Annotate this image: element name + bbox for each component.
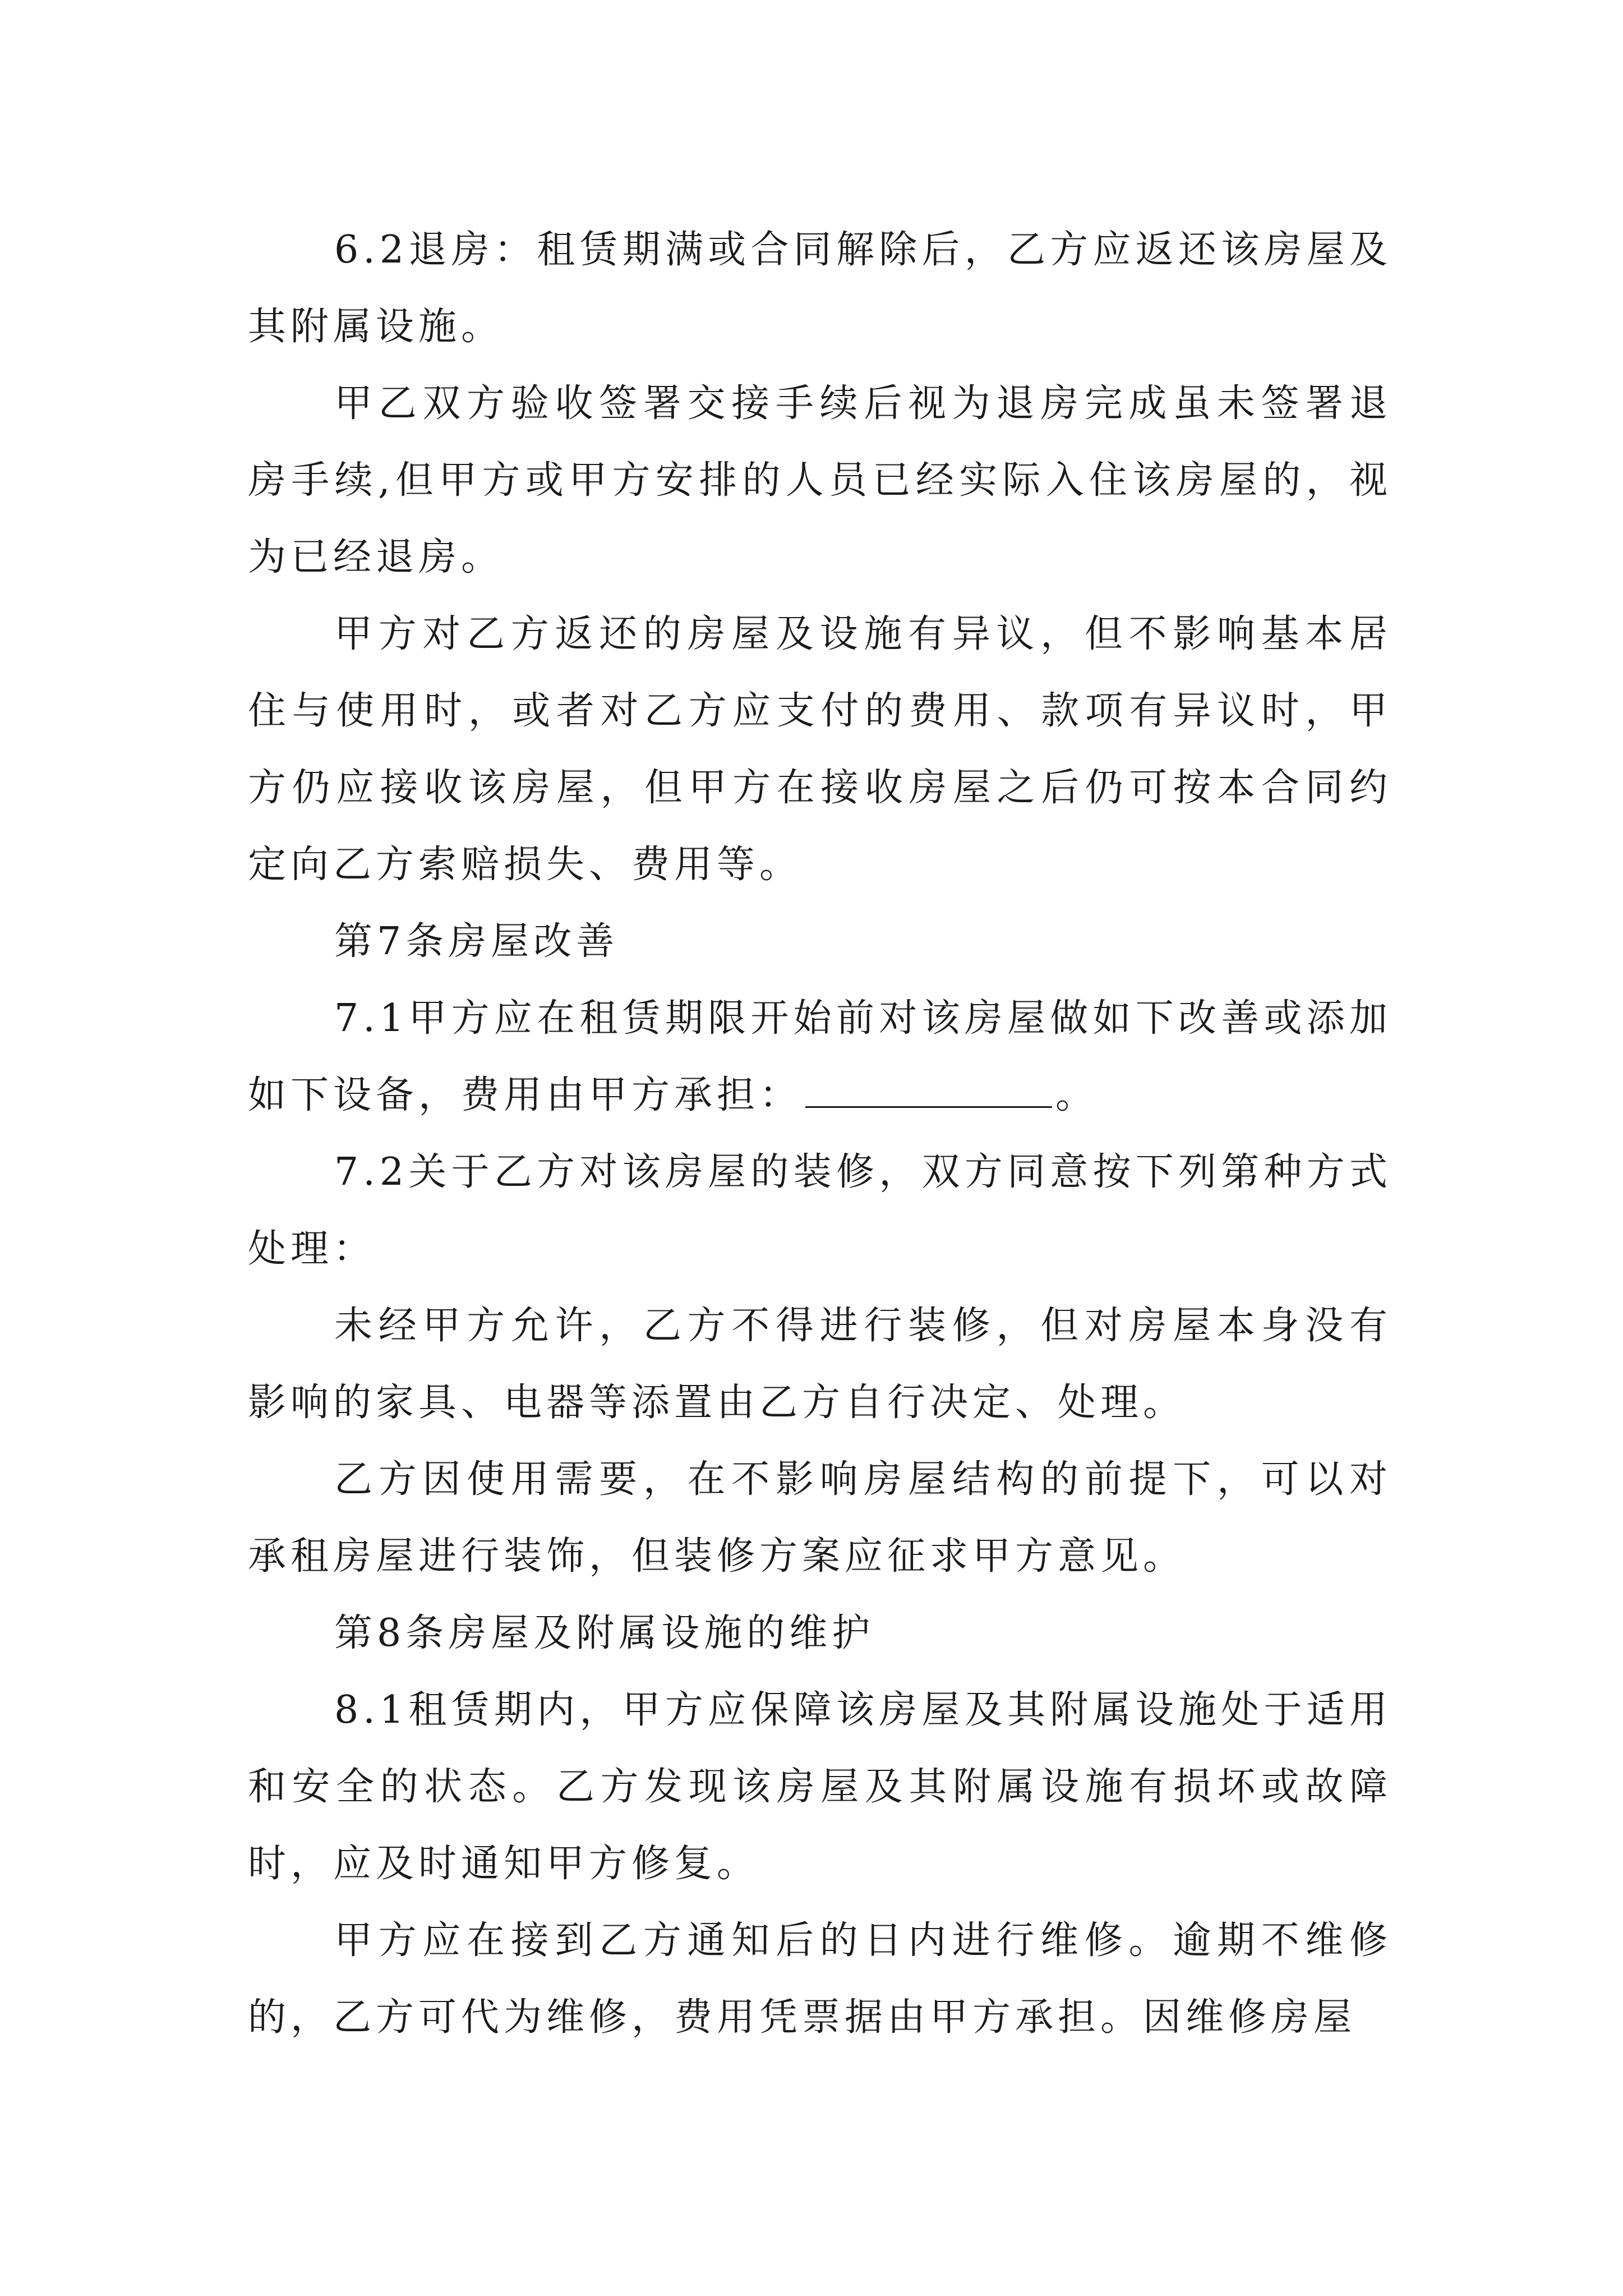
paragraph-maintenance: 8.1租赁期内，甲方应保障该房屋及其附属设施处于适用和安全的状态。乙方发现该房屋及其附属设施有损坏或故障时，应及时通知甲方修复。 [248, 1688, 1392, 1886]
improvement-text-end: 。 [1055, 1073, 1099, 1117]
paragraph-handover: 甲乙双方验收签署交接手续后视为退房完成虽未签署退房手续,但甲方或甲方安排的人员已经实际入住该房屋的，视为已经退房。 [248, 381, 1392, 579]
document-page [248, 211, 1392, 2056]
section-heading-article-8: 第8条房屋及附属设施的维护 [334, 1611, 875, 1655]
paragraph-renovation-allowed: 乙方因使用需要，在不影响房屋结构的前提下，可以对承租房屋进行装饰，但装修方案应征求甲方意见。 [248, 1457, 1392, 1579]
fill-in-blank [805, 1074, 1052, 1108]
paragraph-no-renovation: 未经甲方允许，乙方不得进行装修，但对房屋本身没有影响的家具、电器等添置由乙方自行决定、处理。 [248, 1304, 1392, 1425]
paragraph-repair: 甲方应在接到乙方通知后的日内进行维修。逾期不维修的，乙方可代为维修，费用凭票据由甲方承担。因维修房屋 [248, 1918, 1392, 2040]
paragraph-improvement [248, 980, 1392, 1134]
improvement-text: 7.1甲方应在租赁期限开始前对该房屋做如下改善或添加如下设备，费用由甲方承担： [248, 996, 1392, 1117]
paragraph-move-out: 6.2退房：租赁期满或合同解除后，乙方应返还该房屋及其附属设施。 [248, 228, 1392, 349]
section-heading-article-7: 第7条房屋改善 [334, 919, 619, 964]
paragraph-decoration: 7.2关于乙方对该房屋的装修，双方同意按下列第种方式处理： [248, 1150, 1392, 1271]
paragraph-objection: 甲方对乙方返还的房屋及设施有异议，但不影响基本居住与使用时，或者对乙方应支付的费用、款项有异议时，甲方仍应接收该房屋，但甲方在接收房屋之后仍可按本合同约定向乙方索赔损失、费用等。 [248, 612, 1392, 887]
